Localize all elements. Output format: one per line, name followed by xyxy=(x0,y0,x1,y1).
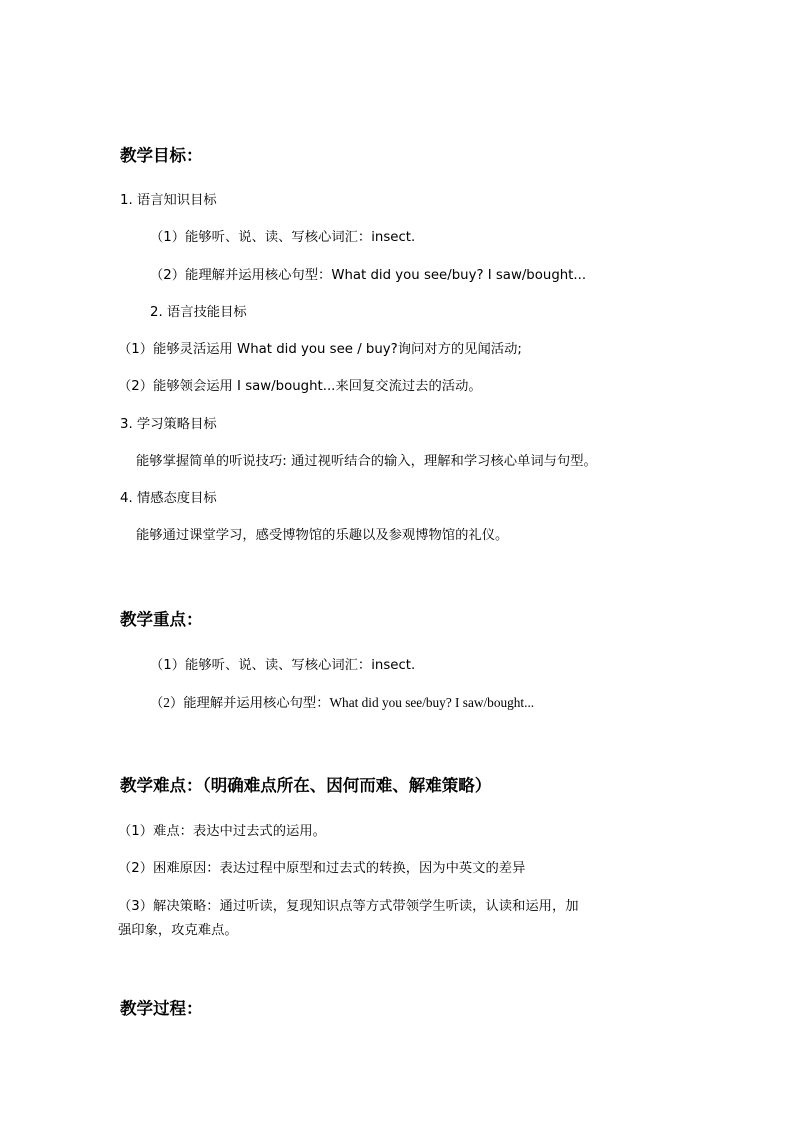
objective-language-skills: 2. 语言技能目标 xyxy=(150,305,247,320)
objective-learning-strategy: 3. 学习策略目标 xyxy=(120,417,217,432)
objective-strategy-text: 能够掌握简单的听说技巧: 通过视听结合的输入，理解和学习核心单词与句型。 xyxy=(136,454,597,469)
key-point-sentence: （2）能理解并运用核心句型：What did you see/buy? I saw/bought... xyxy=(150,695,535,710)
heading-key-points: 教学重点： xyxy=(120,610,203,629)
objective-emotional: 4. 情感态度目标 xyxy=(120,491,217,506)
difficulty-strategy: （3）解决策略：通过听读，复现知识点等方式带领学生听读，认读和运用，加 xyxy=(118,899,579,914)
heading-process: 教学过程： xyxy=(120,999,203,1018)
objective-skill-2: （2）能够领会运用 I saw/bought...来回复交流过去的活动。 xyxy=(118,379,482,394)
heading-objectives: 教学目标： xyxy=(120,146,203,165)
difficulty-strategy-cont: 强印象，攻克难点。 xyxy=(118,923,238,938)
objective-sentence: （2）能理解并运用核心句型：What did you see/buy? I saw/bought... xyxy=(150,268,587,283)
heading-difficulties: 教学难点：（明确难点所在、因何而难、解难策略） xyxy=(120,776,492,795)
difficulty-point: （1）难点：表达中过去式的运用。 xyxy=(118,824,326,839)
objective-skill-1: （1）能够灵活运用 What did you see / buy?询问对方的见闻活动; xyxy=(118,342,522,357)
objective-vocab: （1）能够听、说、读、写核心词汇：insect. xyxy=(150,230,416,245)
objective-emotional-text: 能够通过课堂学习，感受博物馆的乐趣以及参观博物馆的礼仪。 xyxy=(136,528,509,543)
objective-language-knowledge: 1. 语言知识目标 xyxy=(120,193,217,208)
difficulty-reason: （2）困难原因：表达过程中原型和过去式的转换，因为中英文的差异 xyxy=(118,861,526,876)
key-point-vocab: （1）能够听、说、读、写核心词汇：insect. xyxy=(150,658,416,673)
